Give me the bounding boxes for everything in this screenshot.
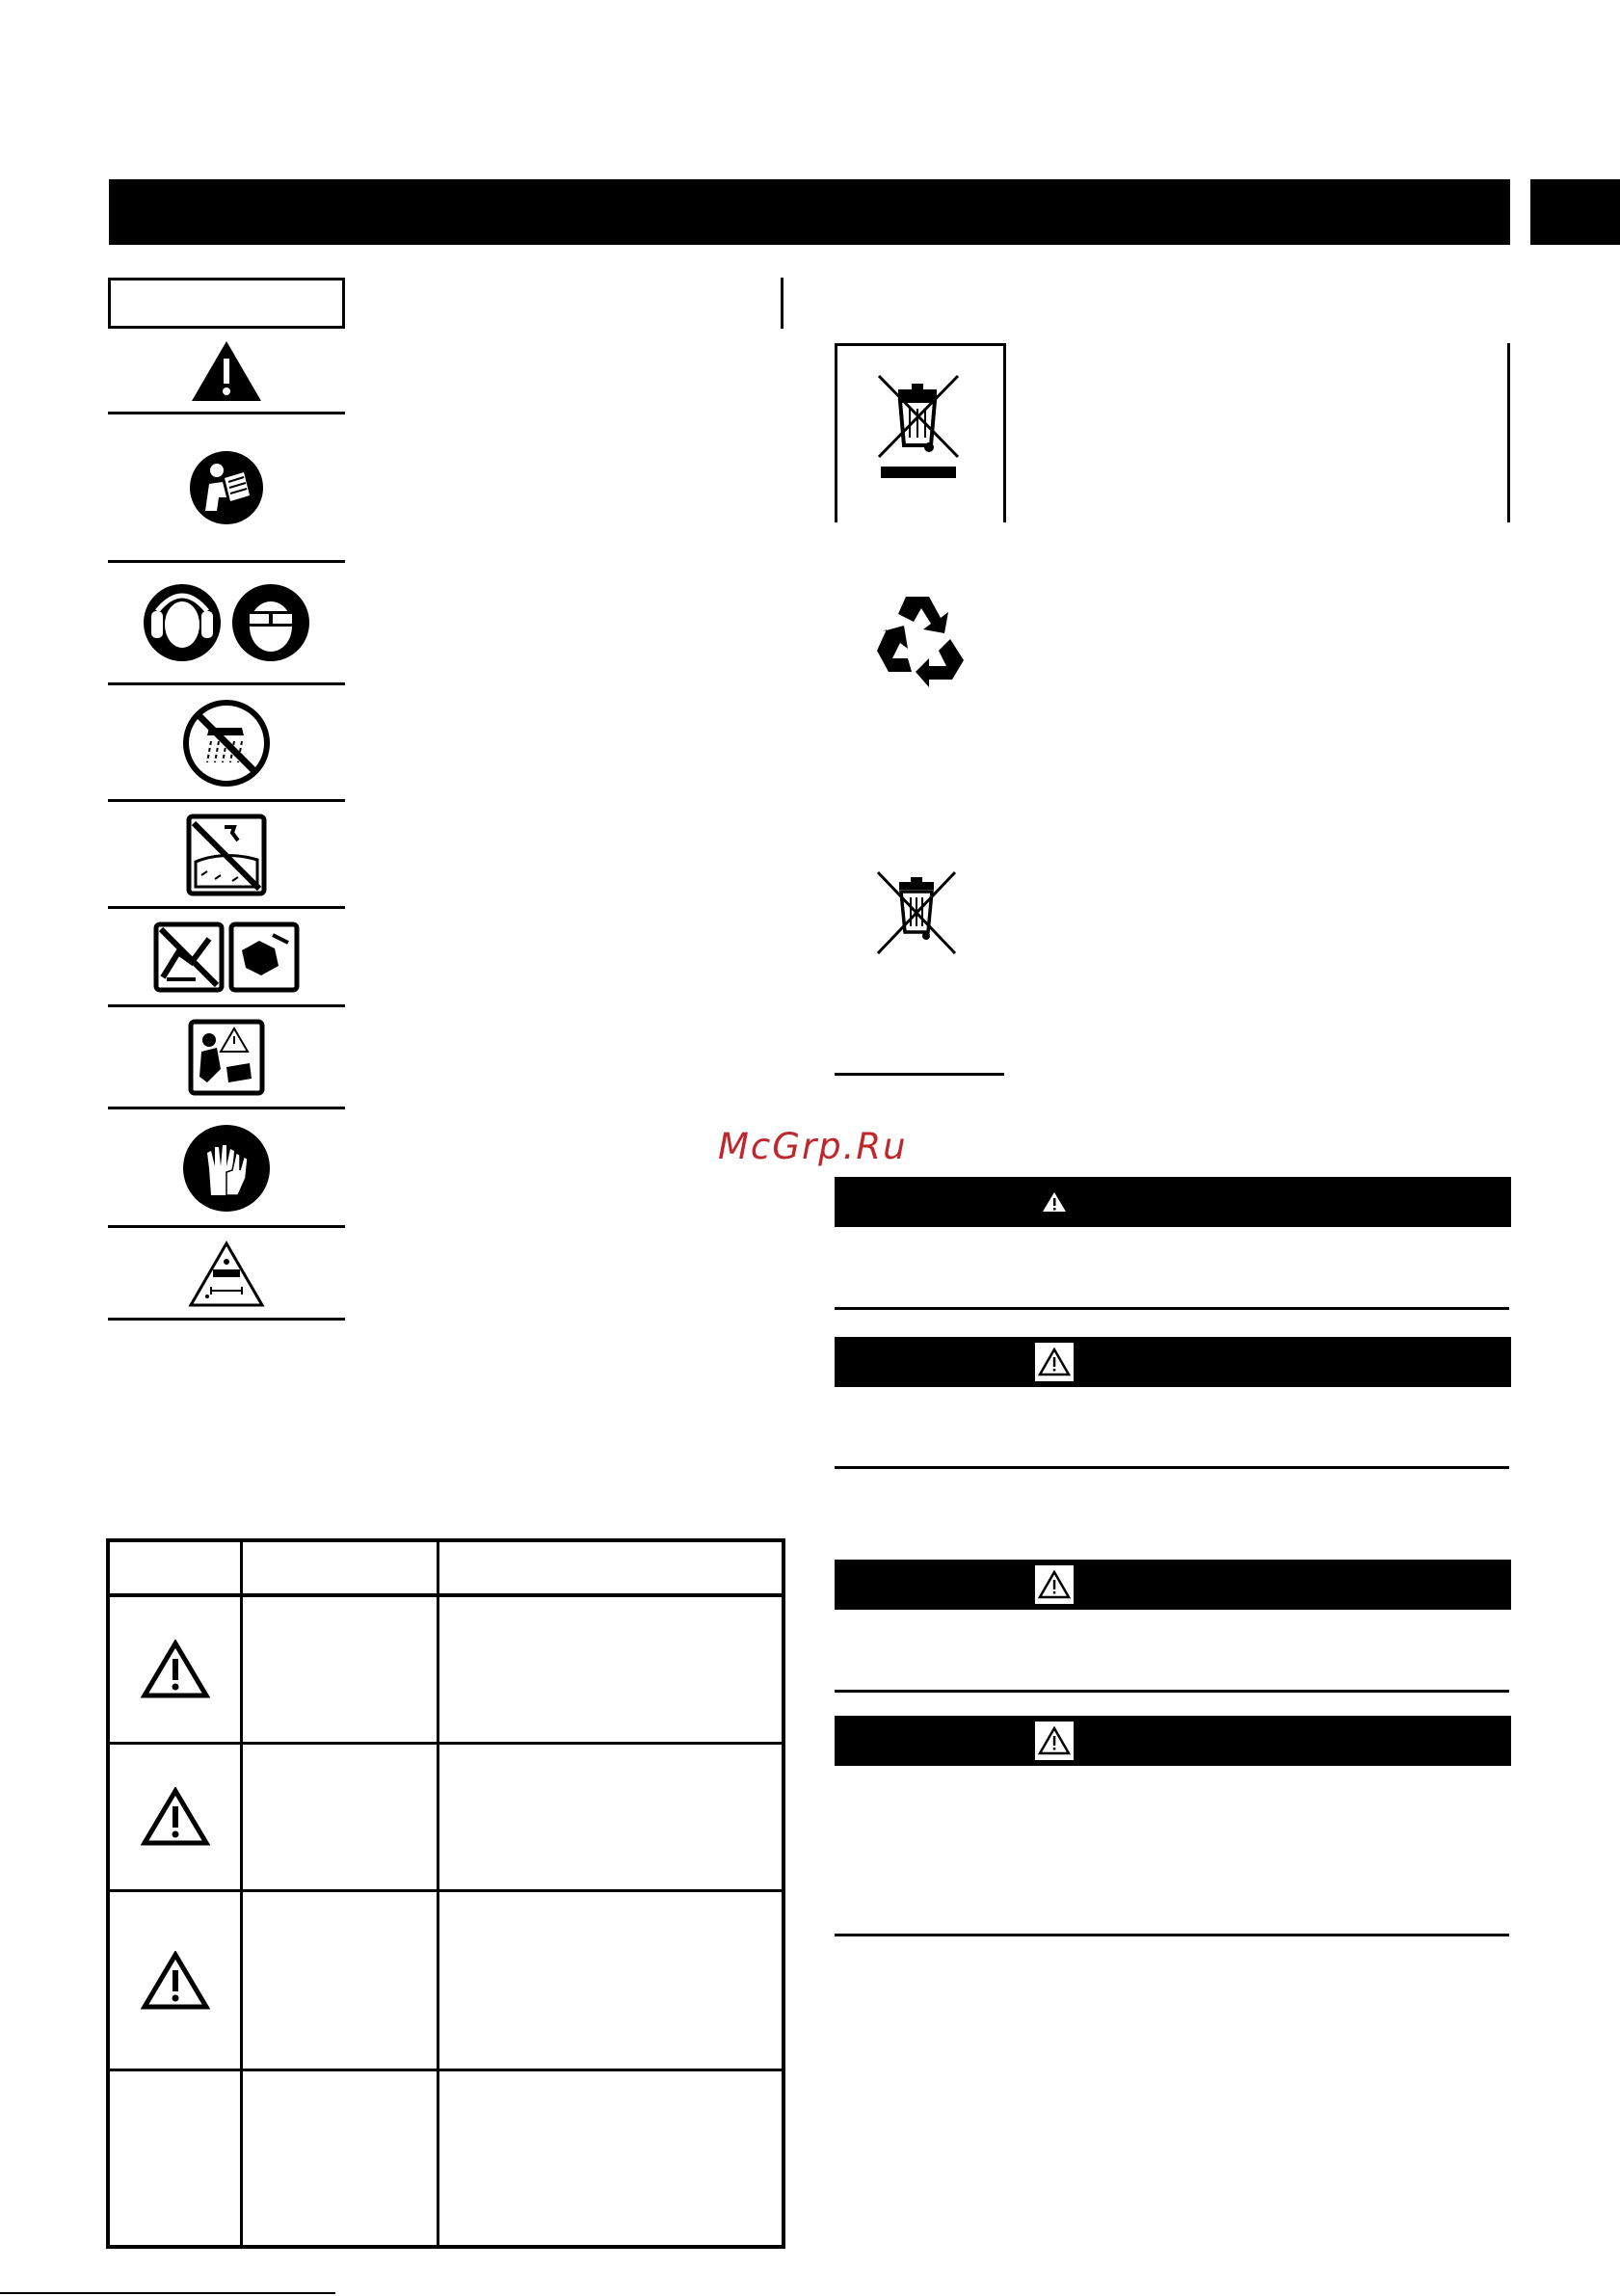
no-rain-icon — [108, 688, 345, 798]
warning-outline-icon — [141, 1640, 210, 1699]
ear-eye-protection-icon — [108, 565, 345, 681]
warning-rule-1 — [835, 1307, 1509, 1310]
symbol-divider — [108, 799, 345, 802]
table-row-rule — [110, 2069, 782, 2071]
weee-box-top — [835, 343, 1006, 346]
table-col-divider — [437, 1542, 439, 2245]
weee-bin-icon — [837, 357, 1002, 494]
symbol-divider — [108, 1225, 345, 1228]
warning-outline-icon — [141, 1951, 210, 2011]
warning-triangle-icon — [108, 333, 345, 410]
crossed-bin-icon — [863, 864, 969, 962]
recycle-icon — [858, 586, 981, 692]
warning-outline-small-icon — [1035, 1722, 1074, 1760]
symbol-divider — [108, 1107, 345, 1109]
symbol-divider — [108, 1318, 345, 1321]
symbol-divider — [108, 412, 345, 414]
watermark-text: McGrp.Ru — [718, 1126, 908, 1167]
warning-bar-4 — [835, 1716, 1511, 1766]
table-row-icon — [110, 1745, 240, 1889]
warning-bar-1 — [835, 1177, 1511, 1227]
warning-bar-3 — [835, 1560, 1511, 1610]
warning-small-icon — [1040, 1188, 1069, 1215]
no-hands-near-blade-icon — [108, 804, 345, 906]
read-manual-icon — [108, 416, 345, 559]
symbol-header-box — [108, 278, 345, 329]
short-underline — [835, 1073, 1004, 1076]
table-row-icon — [110, 1597, 240, 1742]
footer-rule — [0, 2292, 335, 2294]
warning-outline-icon — [141, 1787, 210, 1847]
warning-bar-2 — [835, 1337, 1511, 1387]
table-col-divider — [240, 1542, 243, 2245]
symbol-divider — [108, 560, 345, 563]
weee-box-inner — [1003, 343, 1006, 522]
warning-rule-4 — [835, 1934, 1509, 1936]
thrown-objects-icon — [108, 1009, 345, 1106]
gloves-icon — [108, 1111, 345, 1225]
warning-outline-small-icon — [1035, 1565, 1074, 1604]
column-divider — [781, 278, 783, 329]
safety-distance-icon — [108, 1230, 345, 1319]
warning-rule-2 — [835, 1466, 1509, 1469]
warning-rule-3 — [835, 1690, 1509, 1693]
header-bar — [109, 179, 1510, 245]
symbol-divider — [108, 906, 345, 909]
page-number-tab — [1530, 179, 1620, 245]
weee-box-right — [1507, 343, 1510, 522]
severity-table — [106, 1538, 785, 2249]
kickback-hazard-icon — [108, 911, 345, 1003]
symbol-divider — [108, 1004, 345, 1007]
symbol-divider — [108, 682, 345, 685]
table-row-icon — [110, 1892, 240, 2069]
warning-outline-small-icon — [1035, 1343, 1074, 1381]
